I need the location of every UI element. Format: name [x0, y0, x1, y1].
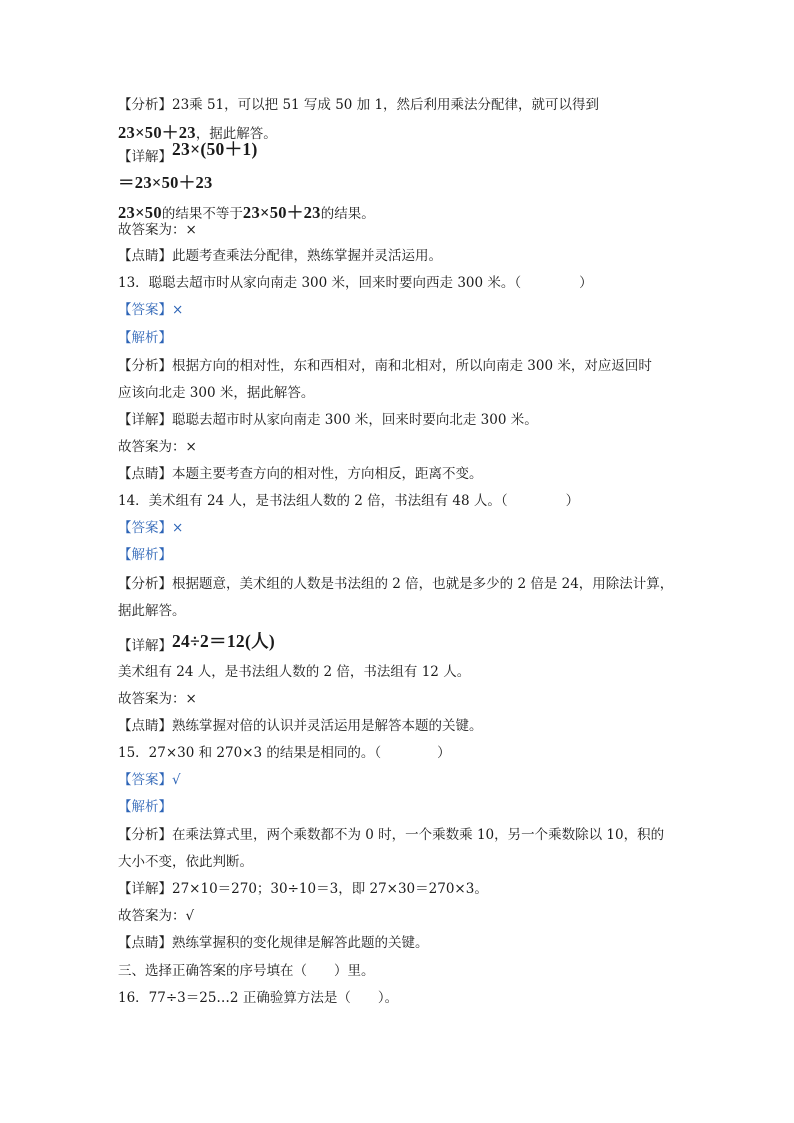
q14-analysis-line-2: 据此解答。 — [118, 603, 186, 619]
q12-comment-line — [118, 247, 442, 265]
q12-answer-line: 故答案为：× — [118, 222, 197, 238]
q13-comment-line — [118, 465, 483, 483]
q13-answer-line — [118, 301, 183, 319]
q15-answer-line — [118, 771, 181, 789]
analysis-text: 在乘法算式里，两个乘数都不为 0 时，一个乘数乘 10，另一个乘数除以 10，积的 — [172, 827, 665, 843]
comment-text: 熟练掌握积的变化规律是解答此题的关键。 — [172, 935, 429, 951]
analysis-text: 23乘 51，可以把 51 写成 50 加 1，然后利用乘法分配律，就可以得到 — [172, 97, 600, 113]
answer-label: 【答案】 — [118, 302, 172, 318]
detail-text: 聪聪去超市时从家向南走 300 米，回来时要向北走 300 米。 — [172, 412, 538, 428]
formula: 23×50＋23 — [118, 123, 196, 142]
q15-analysis-line — [118, 826, 664, 844]
q14-question — [118, 492, 579, 510]
compare-tail: 的结果。 — [320, 206, 375, 222]
q13-detail-line — [118, 411, 538, 429]
detail-label: 【详解】 — [118, 638, 172, 654]
formula: 23×50＋23 — [242, 203, 321, 222]
analysis-tail: ，据此解答。 — [195, 126, 277, 142]
q14-detail-line — [118, 631, 276, 655]
section-heading: 三、选择正确答案的序号填在（ ）里。 — [118, 963, 375, 979]
comment-text: 熟练掌握对倍的认识并灵活运用是解答本题的关键。 — [172, 718, 483, 734]
comment-label: 【点睛】 — [118, 935, 172, 951]
answer-label: 【答案】 — [118, 772, 172, 788]
q15-answer-result: 故答案为：√ — [118, 908, 195, 924]
q12-detail-line — [118, 139, 258, 166]
close-paren: ） — [437, 745, 451, 761]
q14-comment-line — [118, 717, 483, 735]
q14-answer-line — [118, 519, 183, 537]
close-paren: ） — [579, 275, 593, 291]
q15-jiexi-label: 【解析】 — [118, 799, 172, 815]
q15-question — [118, 744, 451, 762]
q15-comment-line — [118, 934, 429, 952]
q13-answer-result: 故答案为：× — [118, 439, 197, 455]
q16-question: 16．77÷3＝25…2 正确验算方法是（ ）。 — [118, 990, 399, 1006]
comment-label: 【点睛】 — [118, 718, 172, 734]
answer-mark: × — [172, 520, 184, 536]
q12-analysis-line — [118, 96, 599, 114]
q14-jiexi-label: 【解析】 — [118, 547, 172, 563]
analysis-text: 根据方向的相对性，东和西相对，南和北相对，所以向南走 300 米，对应返回时 — [172, 358, 652, 374]
q15-analysis-line-2: 大小不变，依此判断。 — [118, 854, 253, 870]
compare-text: 的结果不等于 — [161, 206, 243, 222]
detail-label: 【详解】 — [118, 149, 172, 165]
q14-analysis-line — [118, 575, 673, 593]
q13-jiexi-label: 【解析】 — [118, 330, 172, 346]
question-text: 14．美术组有 24 人，是书法组人数的 2 倍，书法组有 48 人。（ — [118, 493, 508, 509]
q15-detail-line — [118, 880, 488, 898]
formula: 23×50 — [118, 203, 162, 222]
analysis-label: 【分析】 — [118, 358, 172, 374]
q13-analysis-line — [118, 357, 652, 375]
q13-analysis-line-2: 应该向北走 300 米，据此解答。 — [118, 385, 315, 401]
q12-detail-line-2 — [118, 174, 213, 193]
close-paren: ） — [565, 493, 580, 509]
q14-answer-result: 故答案为：× — [118, 691, 197, 707]
comment-label: 【点睛】 — [118, 248, 172, 264]
comment-label: 【点睛】 — [118, 466, 172, 482]
answer-label: 【答案】 — [118, 520, 172, 536]
answer-mark: × — [172, 302, 184, 318]
detail-label: 【详解】 — [118, 412, 172, 428]
analysis-label: 【分析】 — [118, 97, 172, 113]
comment-text: 本题主要考查方向的相对性，方向相反，距离不变。 — [172, 466, 483, 482]
answer-mark: √ — [172, 772, 181, 788]
analysis-text: 根据题意，美术组的人数是书法组的 2 倍，也就是多少的 2 倍是 24，用除法计算， — [172, 576, 674, 592]
formula: ＝23×50＋23 — [118, 173, 213, 192]
analysis-label: 【分析】 — [118, 576, 172, 592]
formula: 23×(50＋1) — [172, 139, 258, 159]
detail-text: 27×10＝270；30÷10＝3，即 27×30＝270×3。 — [172, 881, 488, 897]
detail-label: 【详解】 — [118, 881, 172, 897]
q14-detail-text: 美术组有 24 人，是书法组人数的 2 倍，书法组有 12 人。 — [118, 664, 471, 680]
question-text: 13．聪聪去超市时从家向南走 300 米，回来时要向西走 300 米。（ — [118, 275, 522, 291]
question-text: 15．27×30 和 270×3 的结果是相同的。（ — [118, 745, 382, 761]
comment-text: 此题考查乘法分配律，熟练掌握并灵活运用。 — [172, 248, 442, 264]
q13-question — [118, 274, 593, 292]
analysis-label: 【分析】 — [118, 827, 172, 843]
formula: 24÷2＝12(人) — [172, 631, 276, 651]
